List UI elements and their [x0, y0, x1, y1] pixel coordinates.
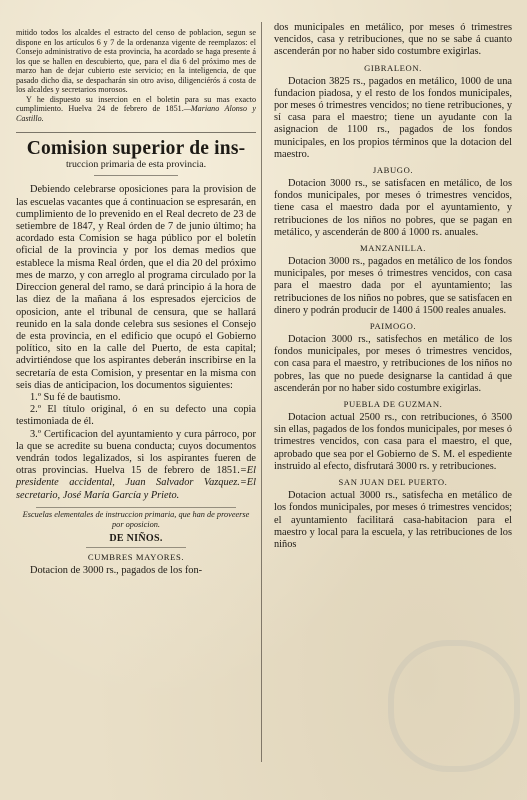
cumbres-heading: CUMBRES MAYORES. — [87, 551, 185, 562]
paimogo-heading: PAIMOGO. — [369, 321, 417, 332]
document-item-3: 3.º Certificacion del ayuntamiento y cura párroco, por la que se acredite su buena conducta; cuyos documentos vendrán todos legalizados, si los aspirantes fueren de otras provincias. Huelva 15 de febrero de 1851.=El presidente accidental, Juan Salvador Vazquez.=El secretario, José María García y Prieto. — [16, 428, 256, 501]
commission-signatures: =El presidente accidental, Juan Salvador Vazquez.=El secretario, José María García y Prieto. — [16, 465, 256, 501]
left-column — [16, 28, 256, 577]
ninos-rule — [86, 547, 186, 548]
jabugo-heading: JABUGO. — [372, 165, 414, 176]
paimogo-paragraph: Dotacion 3000 rs., satisfechos en metálico de los fondos municipales, por meses ó trimestres vencidos, con casa para el maestro, y retribuciones de los niños no pobres, las que no puede designarse la cantidad á que ascenderán por no haber sido costumbre exigirlas. — [274, 334, 512, 394]
cumbres-paragraph: Dotacion de 3000 rs., pagados de los fon- — [30, 564, 203, 576]
commission-subheadline: truccion primaria de esta provincia. — [65, 159, 207, 171]
insertion-signature: —Mariano Alonso y Castillo. — [16, 104, 256, 123]
cumbres-continuation: dos municipales en metálico, por meses ó trimestres vencidos, casa y retribuciones, que no se sabe á cuanto ascenderán por no haber sido costumbre exigirlas. — [274, 22, 512, 58]
section-rule — [16, 132, 256, 133]
document-item-1: 1.º Su fé de bautismo. — [30, 391, 121, 403]
oposiciones-paragraph: Debiendo celebrarse oposiciones para la provision de las escuelas vacantes que á continuacion se espresarán, en cumplimiento de lo prevenido en el Real decreto de 23 de setiembre de 1847, y Real órden de 7 de junio último; ha acordado esta Comision se haga público por el boletín oficial de la provincia y por los demas medios que establece la misma Real órden, que el dia 20 del próximo mes de marzo, y con arreglo al programa circulado por la Direccion general del ramo, se dará principio á la hora de las diez de la mañana á los espresados ejercicios de oposicion, ante el tribunal de censura, que se hallará reunido en la sala donde celebra sus sesiones el Consejo de esta provincia, en el edificio que ocupó el Gobierno político, sito en la calle del Puerto, de esta capital; advirtiéndose que los aspirantes deberán inscribirse en la secretaría de esta Comision, y presentar en la misma con seis dias de anticipacion, los documentos siguientes: — [16, 184, 256, 391]
insertion-text: Y he dispuesto su insercion en el boletin para su mas exacto cumplimiento. Huelva 24 de febrero de 1851. — [16, 94, 256, 114]
right-column — [274, 22, 512, 551]
manzanilla-heading: MANZANILLA. — [359, 243, 427, 254]
subhead-rule — [94, 175, 178, 176]
right-body — [274, 22, 512, 551]
library-seal-mark — [388, 640, 520, 772]
section-ninos-heading: DE NIÑOS. — [109, 532, 163, 544]
puebla-heading: PUEBLA DE GUZMAN. — [343, 399, 443, 410]
cumbres-body — [16, 565, 256, 577]
jabugo-paragraph: Dotacion 3000 rs., se satisfacen en metálico, de los fondos municipales, por meses ó trimestres vencidos, tiene casa el maestro dada por el ayuntamiento, y retribuciones de los niños no pobres, que se pagan en metálico, y ascenderán de 800 á 1000 rs. anuales. — [274, 178, 512, 238]
puebla-paragraph: Dotacion actual 2500 rs., con retribuciones, ó 3500 sin ellas, pagados de los fondos municipales, por meses ó trimestres vencidos, con casa para el maestro, el que, aprobado que sea por el Gobierno de S. M. el espediente instruido al efecto, disfrutará 3000 rs. y retribuciones. — [274, 412, 512, 472]
document-item-2: 2.º El título original, ó en su defecto una copia testimoniada de él. — [16, 404, 256, 428]
column-divider — [261, 22, 262, 762]
gibraleon-paragraph: Dotacion 3825 rs., pagados en metálico, 1000 de una fundacion piadosa, y el resto de los fondos municipales, por meses ó trimestres vencidos; no tiene retribuciones, y sí casa para el maestro; tiene un ayudante con la asignacion de 1100 rs., pagados de los fondos municipales, en los propios términos que la dotacion del maestro. — [274, 75, 512, 160]
sanjuan-heading: SAN JUAN DEL PUERTO. — [338, 477, 448, 488]
insertion-paragraph — [16, 95, 256, 124]
commission-body — [16, 184, 256, 501]
census-notice — [16, 28, 256, 123]
census-paragraph: mitido todos los alcaldes el estracto del censo de poblacion, segun se dispone en los artículos 6 y 7 de la ordenanza vigente de reemplazos: el Consejo administrativo de esta provincia, ha acordado se haga presente á los que se hallen en descubierto, que, para el dia 6 del próximo mes de marzo han de dejar cubierto este servicio; en la inteligencia, de que pasado dicho dia, se despacharán sin otro aviso, diligenciérós á costa de los alcaldes y secretarios morosos. — [16, 28, 256, 95]
note-rule — [36, 507, 236, 508]
manzanilla-paragraph: Dotacion 3000 rs., pagados en metálico de los fondos municipales, por meses ó trimestres vencidos, con casa para el maestro dada por el ayuntamiento; las retribuciones de los niños no pobres, que se satisfacen en dinero y podrán producir de 1400 á 1500 reales anuales. — [274, 256, 512, 316]
schools-note: Escuelas elementales de instruccion primaria, que han de proveerse por oposicion. — [22, 509, 250, 529]
sanjuan-paragraph: Dotacion actual 3000 rs., satisfecha en metálico de los fondos municipales, por meses ó trimestres vencidos; el ayuntamiento facilitará casa-habitacion para el maestro y local para la escuela, y las retribuciones de los niños — [274, 490, 512, 550]
commission-headline: Comision superior de ins- — [26, 138, 246, 160]
gibraleon-heading: GIBRALEON. — [364, 62, 422, 73]
